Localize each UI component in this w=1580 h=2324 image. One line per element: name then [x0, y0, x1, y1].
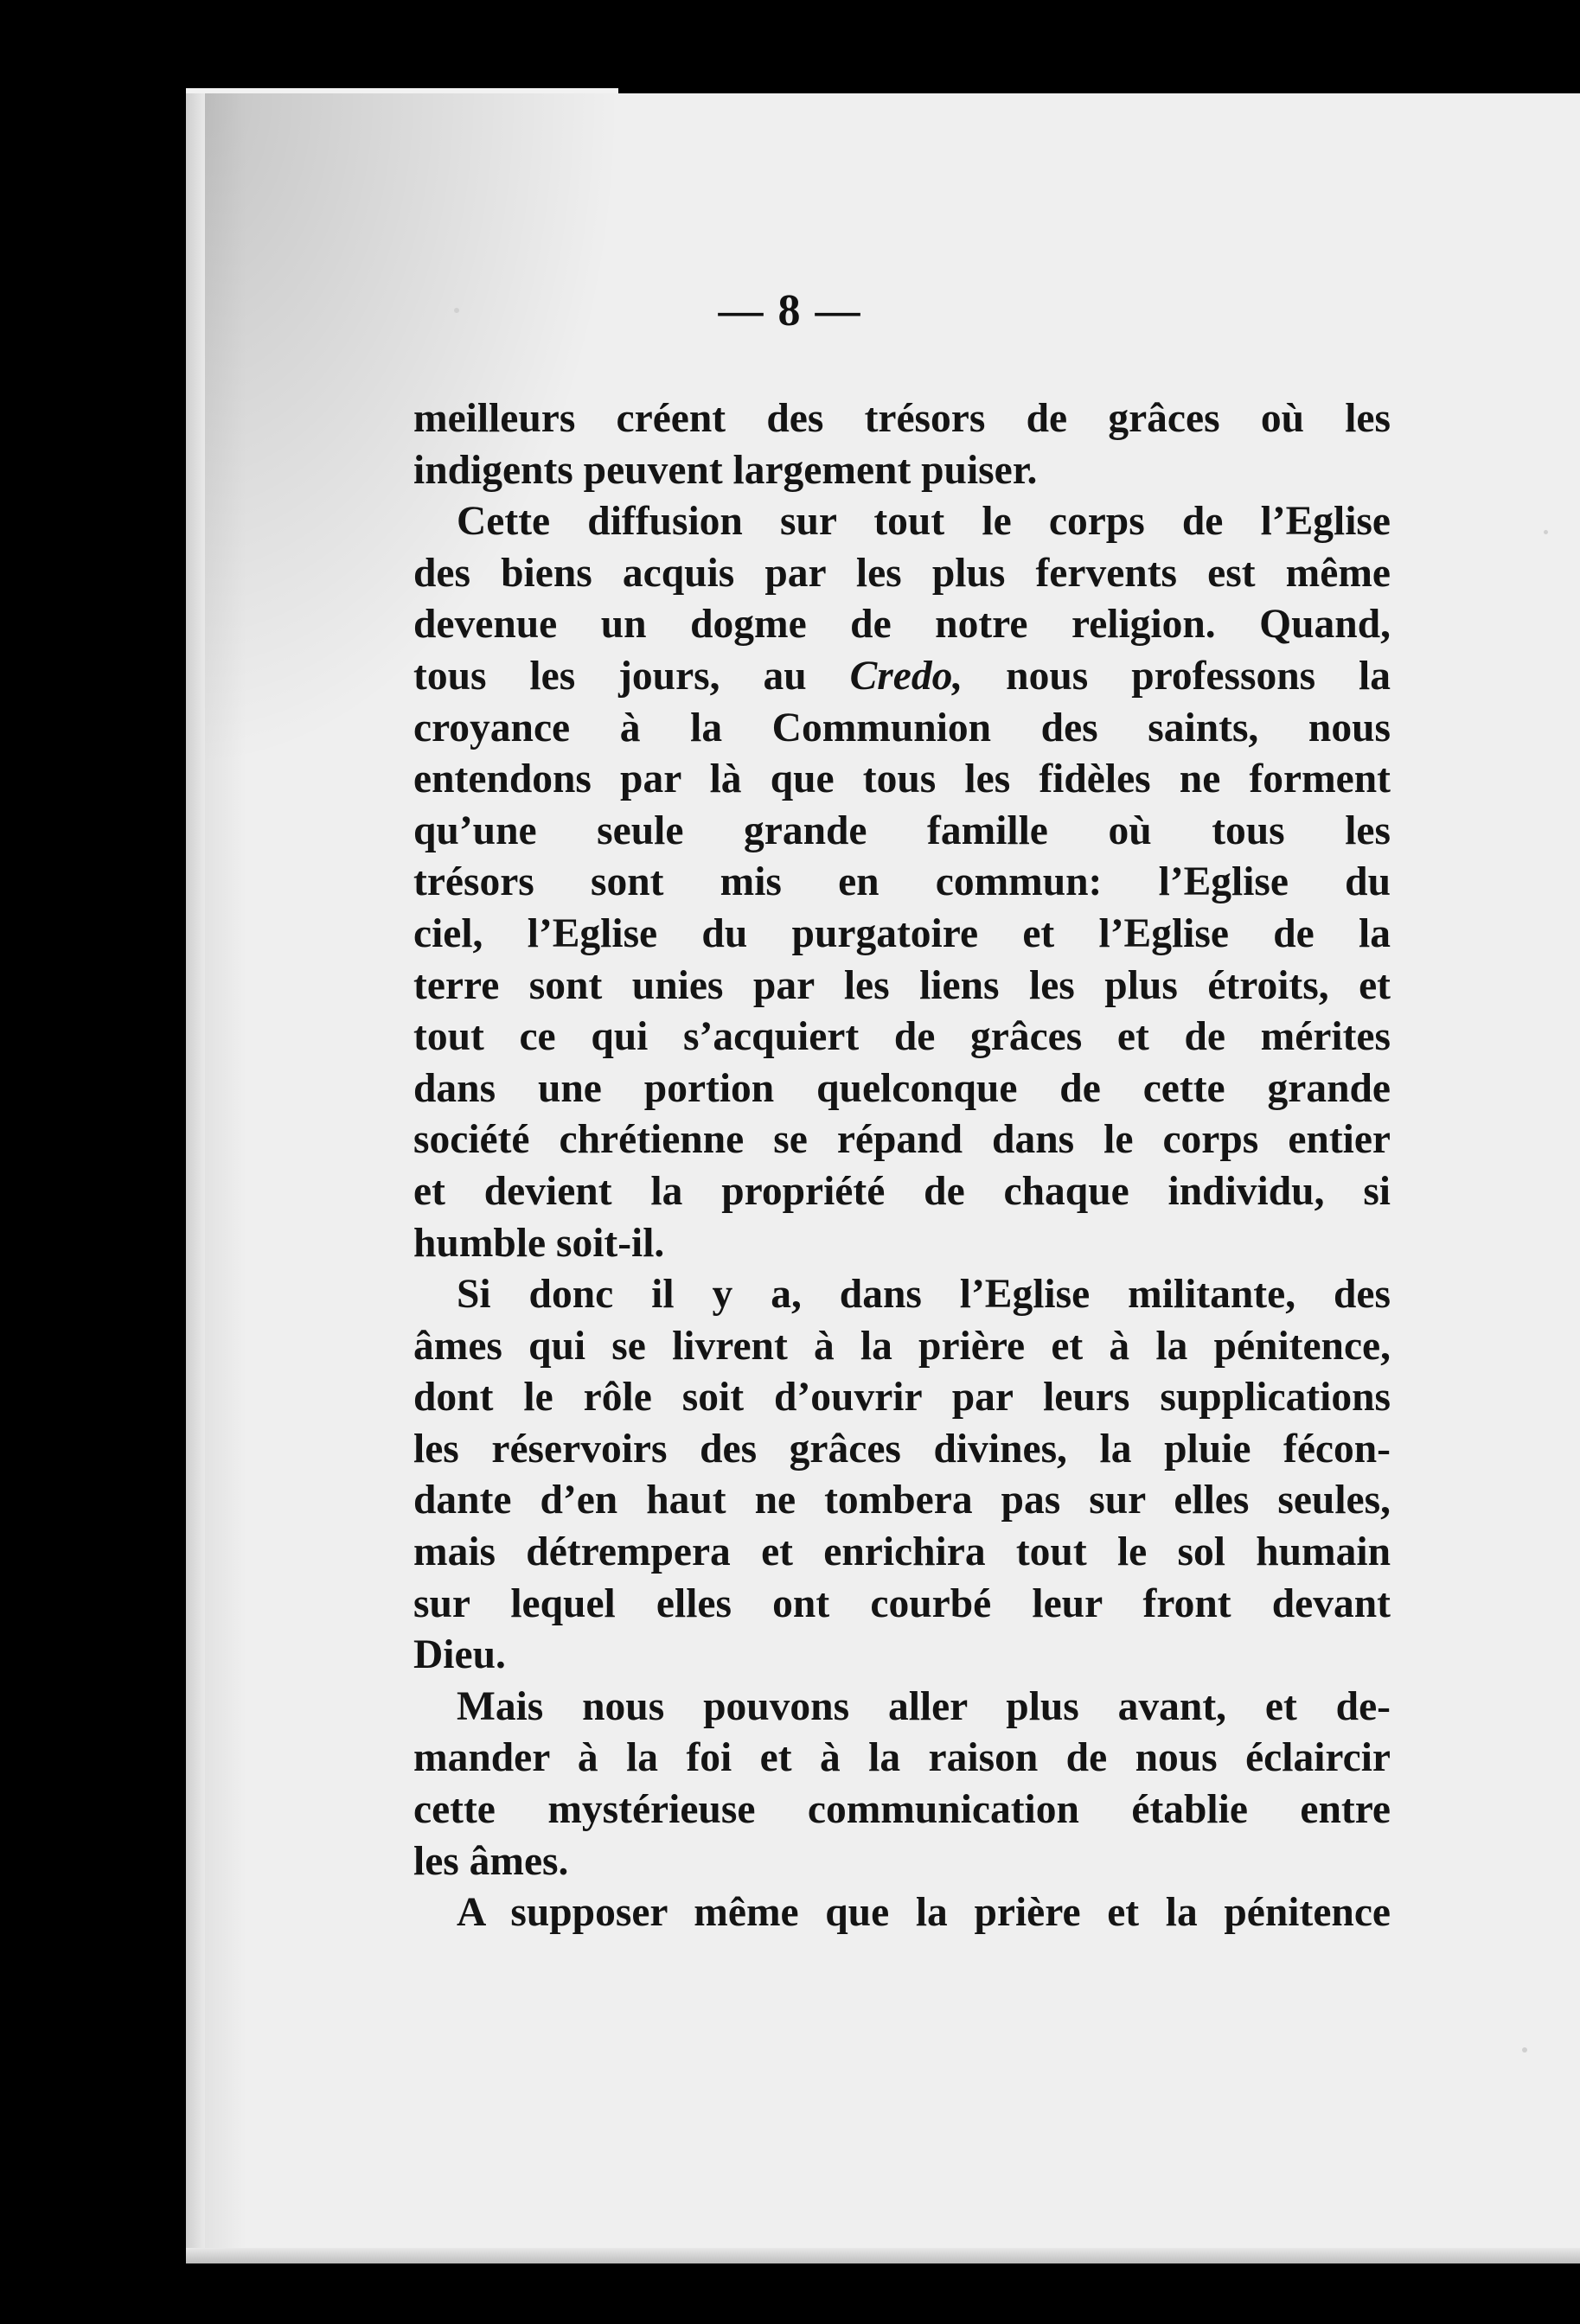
text-line: Cette diffusion sur tout le corps de l’Eglise	[457, 499, 1391, 545]
page-bottom-edge	[186, 2248, 1580, 2263]
text-line: entendons par là que tous les fidèles ne forment	[413, 757, 1391, 802]
paper-speck	[1544, 530, 1548, 534]
text-line: dont le rôle soit d’ouvrir par leurs supplications	[413, 1375, 1391, 1421]
text-line: indigents peuvent largement puiser.	[413, 447, 1038, 493]
text-line: A supposer même que la prière et la pénitence	[457, 1890, 1391, 1936]
text-line: les âmes.	[413, 1838, 569, 1884]
text-line: tout ce qui s’acquiert de grâces et de mérites	[413, 1014, 1391, 1060]
text-line: mais détrempera et enrichira tout le sol humain	[413, 1529, 1391, 1575]
text-line: âmes qui se livrent à la prière et à la pénitence,	[413, 1323, 1391, 1369]
text-line: Mais nous pouvons aller plus avant, et de-	[457, 1683, 1391, 1729]
text-line-part: nous professons la	[963, 653, 1391, 699]
text-line: Si donc il y a, dans l’Eglise militante, des	[457, 1272, 1391, 1318]
body-text	[413, 393, 1391, 1939]
text-line: cette mystérieuse communication établie entre	[413, 1787, 1391, 1833]
text-line: société chrétienne se répand dans le corps entier	[413, 1117, 1391, 1163]
text-line: sur lequel elles ont courbé leur front devant	[413, 1580, 1391, 1626]
paper-speck	[1522, 2047, 1527, 2053]
text-line: mander à la foi et à la raison de nous éclaircir	[413, 1735, 1391, 1781]
text-line: humble soit-il.	[413, 1220, 665, 1266]
text-line: dans une portion quelconque de cette grande	[413, 1065, 1391, 1111]
text-line: Dieu.	[413, 1632, 506, 1678]
text-line: qu’une seule grande famille où tous les	[413, 808, 1391, 853]
text-line: et devient la propriété de chaque individu, si	[413, 1168, 1391, 1214]
text-line: dante d’en haut ne tombera pas sur elles seules,	[413, 1478, 1391, 1523]
text-line: des biens acquis par les plus fervents est même	[413, 550, 1391, 596]
text-line-with-italic	[413, 651, 1391, 703]
text-line: ciel, l’Eglise du purgatoire et l’Eglise de la	[413, 910, 1391, 956]
text-line: les réservoirs des grâces divines, la pluie fécon-	[413, 1426, 1391, 1472]
text-line: terre sont unies par les liens les plus étroits, et	[413, 962, 1391, 1008]
text-line: croyance à la Communion des saints, nous	[413, 705, 1391, 750]
text-line: meilleurs créent des trésors de grâces où les	[413, 396, 1391, 441]
page-left-edge	[186, 93, 205, 2263]
text-line: devenue un dogme de notre religion. Quand,	[413, 602, 1391, 648]
text-line-part: tous les jours, au	[413, 653, 850, 699]
text-line: trésors sont mis en commun: l’Eglise du	[413, 859, 1391, 905]
italic-word: Credo,	[849, 653, 963, 699]
page-number: — 8 —	[718, 286, 862, 335]
